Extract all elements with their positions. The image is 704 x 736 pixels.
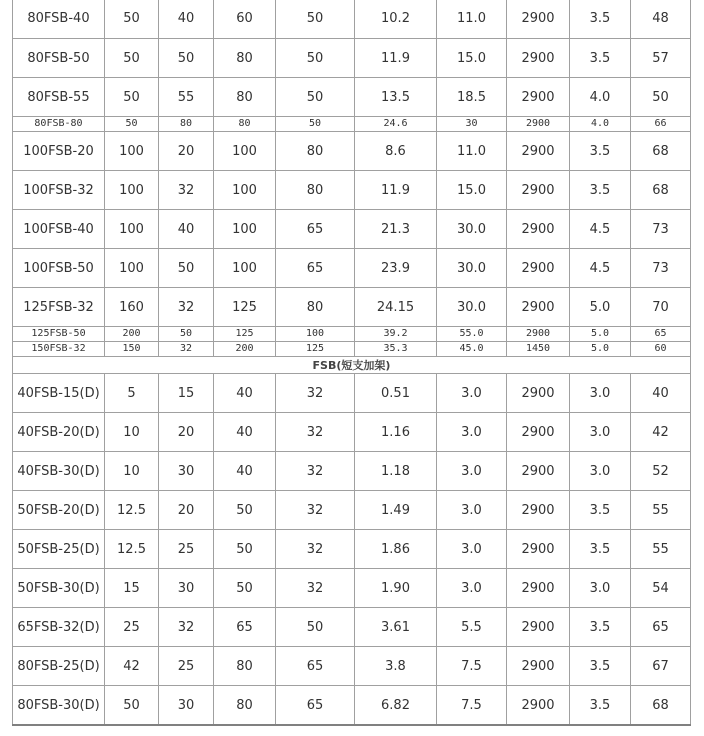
value-cell: 15.0 bbox=[437, 171, 507, 210]
table-row bbox=[13, 530, 691, 569]
value-cell: 21.3 bbox=[355, 210, 437, 249]
value-cell: 2900 bbox=[507, 132, 570, 171]
model-cell: 50FSB-20(D) bbox=[13, 491, 105, 530]
value-cell: 20 bbox=[159, 132, 214, 171]
value-cell: 3.5 bbox=[570, 39, 631, 78]
value-cell: 42 bbox=[631, 413, 691, 452]
value-cell: 65 bbox=[276, 249, 355, 288]
value-cell: 68 bbox=[631, 171, 691, 210]
value-cell: 65 bbox=[276, 686, 355, 726]
table-row bbox=[13, 491, 691, 530]
value-cell: 100 bbox=[214, 249, 276, 288]
table-row bbox=[13, 78, 691, 117]
value-cell: 3.5 bbox=[570, 647, 631, 686]
value-cell: 60 bbox=[214, 0, 276, 39]
model-cell: 80FSB-80 bbox=[13, 117, 105, 132]
table-row bbox=[13, 686, 691, 726]
table-row bbox=[13, 569, 691, 608]
value-cell: 50 bbox=[214, 569, 276, 608]
value-cell: 3.0 bbox=[437, 413, 507, 452]
value-cell: 50 bbox=[105, 78, 159, 117]
value-cell: 2900 bbox=[507, 491, 570, 530]
model-cell: 50FSB-25(D) bbox=[13, 530, 105, 569]
model-cell: 40FSB-20(D) bbox=[13, 413, 105, 452]
value-cell: 3.0 bbox=[570, 413, 631, 452]
value-cell: 25 bbox=[159, 647, 214, 686]
value-cell: 35.3 bbox=[355, 342, 437, 357]
table-row bbox=[13, 647, 691, 686]
value-cell: 160 bbox=[105, 288, 159, 327]
value-cell: 50 bbox=[105, 0, 159, 39]
value-cell: 55.0 bbox=[437, 327, 507, 342]
table-row bbox=[13, 608, 691, 647]
value-cell: 12.5 bbox=[105, 491, 159, 530]
value-cell: 66 bbox=[631, 117, 691, 132]
value-cell: 2900 bbox=[507, 452, 570, 491]
value-cell: 50 bbox=[105, 117, 159, 132]
value-cell: 2900 bbox=[507, 530, 570, 569]
model-cell: 100FSB-32 bbox=[13, 171, 105, 210]
value-cell: 73 bbox=[631, 210, 691, 249]
value-cell: 65 bbox=[276, 647, 355, 686]
table-row bbox=[13, 413, 691, 452]
value-cell: 32 bbox=[276, 452, 355, 491]
value-cell: 3.0 bbox=[570, 374, 631, 413]
value-cell: 7.5 bbox=[437, 686, 507, 726]
value-cell: 125 bbox=[214, 288, 276, 327]
model-cell: 100FSB-50 bbox=[13, 249, 105, 288]
value-cell: 24.6 bbox=[355, 117, 437, 132]
value-cell: 3.61 bbox=[355, 608, 437, 647]
table-row bbox=[13, 342, 691, 357]
value-cell: 2900 bbox=[507, 39, 570, 78]
section-title: FSB(短支加架) bbox=[13, 357, 691, 374]
value-cell: 50 bbox=[276, 0, 355, 39]
model-cell: 125FSB-32 bbox=[13, 288, 105, 327]
value-cell: 1.18 bbox=[355, 452, 437, 491]
value-cell: 32 bbox=[276, 569, 355, 608]
value-cell: 40 bbox=[214, 374, 276, 413]
value-cell: 80 bbox=[159, 117, 214, 132]
value-cell: 50 bbox=[105, 686, 159, 726]
table-row bbox=[13, 374, 691, 413]
value-cell: 80 bbox=[276, 132, 355, 171]
value-cell: 50 bbox=[276, 117, 355, 132]
value-cell: 68 bbox=[631, 686, 691, 726]
value-cell: 50 bbox=[159, 39, 214, 78]
value-cell: 3.5 bbox=[570, 0, 631, 39]
table-row bbox=[13, 288, 691, 327]
model-cell: 40FSB-30(D) bbox=[13, 452, 105, 491]
value-cell: 6.82 bbox=[355, 686, 437, 726]
value-cell: 32 bbox=[159, 342, 214, 357]
value-cell: 4.5 bbox=[570, 210, 631, 249]
value-cell: 100 bbox=[105, 132, 159, 171]
value-cell: 2900 bbox=[507, 210, 570, 249]
value-cell: 3.5 bbox=[570, 530, 631, 569]
value-cell: 32 bbox=[276, 413, 355, 452]
value-cell: 3.5 bbox=[570, 686, 631, 726]
value-cell: 2900 bbox=[507, 647, 570, 686]
value-cell: 52 bbox=[631, 452, 691, 491]
value-cell: 73 bbox=[631, 249, 691, 288]
value-cell: 5 bbox=[105, 374, 159, 413]
value-cell: 100 bbox=[105, 210, 159, 249]
value-cell: 8.6 bbox=[355, 132, 437, 171]
value-cell: 3.0 bbox=[437, 569, 507, 608]
value-cell: 11.9 bbox=[355, 39, 437, 78]
value-cell: 32 bbox=[159, 171, 214, 210]
value-cell: 5.0 bbox=[570, 327, 631, 342]
value-cell: 2900 bbox=[507, 288, 570, 327]
table-row bbox=[13, 0, 691, 39]
model-cell: 150FSB-32 bbox=[13, 342, 105, 357]
value-cell: 40 bbox=[631, 374, 691, 413]
model-cell: 80FSB-55 bbox=[13, 78, 105, 117]
value-cell: 20 bbox=[159, 491, 214, 530]
value-cell: 0.51 bbox=[355, 374, 437, 413]
value-cell: 50 bbox=[214, 530, 276, 569]
value-cell: 32 bbox=[276, 491, 355, 530]
table-row bbox=[13, 39, 691, 78]
value-cell: 1450 bbox=[507, 342, 570, 357]
value-cell: 80 bbox=[214, 647, 276, 686]
value-cell: 50 bbox=[105, 39, 159, 78]
value-cell: 125 bbox=[214, 327, 276, 342]
value-cell: 3.0 bbox=[437, 530, 507, 569]
value-cell: 2900 bbox=[507, 686, 570, 726]
value-cell: 5.0 bbox=[570, 342, 631, 357]
value-cell: 15 bbox=[105, 569, 159, 608]
value-cell: 5.0 bbox=[570, 288, 631, 327]
value-cell: 55 bbox=[631, 491, 691, 530]
value-cell: 1.90 bbox=[355, 569, 437, 608]
table-row bbox=[13, 210, 691, 249]
value-cell: 2900 bbox=[507, 249, 570, 288]
value-cell: 10 bbox=[105, 452, 159, 491]
value-cell: 40 bbox=[159, 0, 214, 39]
value-cell: 30 bbox=[159, 686, 214, 726]
value-cell: 3.8 bbox=[355, 647, 437, 686]
value-cell: 18.5 bbox=[437, 78, 507, 117]
value-cell: 65 bbox=[276, 210, 355, 249]
value-cell: 125 bbox=[276, 342, 355, 357]
value-cell: 24.15 bbox=[355, 288, 437, 327]
value-cell: 3.0 bbox=[570, 569, 631, 608]
value-cell: 4.5 bbox=[570, 249, 631, 288]
value-cell: 13.5 bbox=[355, 78, 437, 117]
value-cell: 150 bbox=[105, 342, 159, 357]
value-cell: 3.5 bbox=[570, 491, 631, 530]
model-cell: 80FSB-40 bbox=[13, 0, 105, 39]
value-cell: 80 bbox=[276, 288, 355, 327]
value-cell: 30 bbox=[437, 117, 507, 132]
value-cell: 100 bbox=[105, 171, 159, 210]
value-cell: 1.16 bbox=[355, 413, 437, 452]
value-cell: 65 bbox=[631, 327, 691, 342]
value-cell: 15 bbox=[159, 374, 214, 413]
value-cell: 15.0 bbox=[437, 39, 507, 78]
value-cell: 1.86 bbox=[355, 530, 437, 569]
value-cell: 50 bbox=[214, 491, 276, 530]
value-cell: 70 bbox=[631, 288, 691, 327]
table-row bbox=[13, 452, 691, 491]
value-cell: 40 bbox=[214, 413, 276, 452]
value-cell: 100 bbox=[214, 210, 276, 249]
value-cell: 2900 bbox=[507, 171, 570, 210]
model-cell: 40FSB-15(D) bbox=[13, 374, 105, 413]
table-row bbox=[13, 171, 691, 210]
value-cell: 2900 bbox=[507, 413, 570, 452]
value-cell: 80 bbox=[214, 686, 276, 726]
table-row bbox=[13, 249, 691, 288]
value-cell: 50 bbox=[631, 78, 691, 117]
value-cell: 2900 bbox=[507, 608, 570, 647]
value-cell: 60 bbox=[631, 342, 691, 357]
value-cell: 4.0 bbox=[570, 78, 631, 117]
value-cell: 11.0 bbox=[437, 132, 507, 171]
model-cell: 100FSB-40 bbox=[13, 210, 105, 249]
value-cell: 55 bbox=[631, 530, 691, 569]
value-cell: 40 bbox=[159, 210, 214, 249]
value-cell: 2900 bbox=[507, 374, 570, 413]
value-cell: 2900 bbox=[507, 569, 570, 608]
table-row bbox=[13, 132, 691, 171]
value-cell: 42 bbox=[105, 647, 159, 686]
value-cell: 32 bbox=[159, 608, 214, 647]
value-cell: 30 bbox=[159, 569, 214, 608]
value-cell: 30.0 bbox=[437, 249, 507, 288]
value-cell: 48 bbox=[631, 0, 691, 39]
value-cell: 55 bbox=[159, 78, 214, 117]
value-cell: 32 bbox=[159, 288, 214, 327]
value-cell: 3.5 bbox=[570, 171, 631, 210]
value-cell: 3.0 bbox=[570, 452, 631, 491]
model-cell: 100FSB-20 bbox=[13, 132, 105, 171]
value-cell: 67 bbox=[631, 647, 691, 686]
value-cell: 32 bbox=[276, 374, 355, 413]
value-cell: 100 bbox=[276, 327, 355, 342]
value-cell: 10.2 bbox=[355, 0, 437, 39]
value-cell: 57 bbox=[631, 39, 691, 78]
section-header-row bbox=[13, 357, 691, 374]
value-cell: 80 bbox=[214, 78, 276, 117]
model-cell: 80FSB-50 bbox=[13, 39, 105, 78]
value-cell: 25 bbox=[105, 608, 159, 647]
value-cell: 3.5 bbox=[570, 608, 631, 647]
table-row bbox=[13, 327, 691, 342]
value-cell: 25 bbox=[159, 530, 214, 569]
value-cell: 5.5 bbox=[437, 608, 507, 647]
value-cell: 3.0 bbox=[437, 491, 507, 530]
value-cell: 50 bbox=[159, 249, 214, 288]
value-cell: 50 bbox=[159, 327, 214, 342]
value-cell: 100 bbox=[214, 171, 276, 210]
value-cell: 7.5 bbox=[437, 647, 507, 686]
value-cell: 45.0 bbox=[437, 342, 507, 357]
value-cell: 2900 bbox=[507, 327, 570, 342]
value-cell: 3.5 bbox=[570, 132, 631, 171]
value-cell: 32 bbox=[276, 530, 355, 569]
value-cell: 68 bbox=[631, 132, 691, 171]
value-cell: 30 bbox=[159, 452, 214, 491]
value-cell: 80 bbox=[214, 117, 276, 132]
value-cell: 65 bbox=[631, 608, 691, 647]
value-cell: 2900 bbox=[507, 78, 570, 117]
value-cell: 100 bbox=[214, 132, 276, 171]
value-cell: 3.0 bbox=[437, 374, 507, 413]
value-cell: 11.0 bbox=[437, 0, 507, 39]
value-cell: 1.49 bbox=[355, 491, 437, 530]
value-cell: 11.9 bbox=[355, 171, 437, 210]
value-cell: 4.0 bbox=[570, 117, 631, 132]
table-row bbox=[13, 117, 691, 132]
value-cell: 30.0 bbox=[437, 288, 507, 327]
value-cell: 80 bbox=[276, 171, 355, 210]
value-cell: 20 bbox=[159, 413, 214, 452]
value-cell: 2900 bbox=[507, 0, 570, 39]
value-cell: 3.0 bbox=[437, 452, 507, 491]
value-cell: 50 bbox=[276, 39, 355, 78]
pump-spec-table bbox=[12, 0, 691, 726]
model-cell: 65FSB-32(D) bbox=[13, 608, 105, 647]
value-cell: 50 bbox=[276, 78, 355, 117]
value-cell: 65 bbox=[214, 608, 276, 647]
model-cell: 80FSB-25(D) bbox=[13, 647, 105, 686]
value-cell: 40 bbox=[214, 452, 276, 491]
value-cell: 54 bbox=[631, 569, 691, 608]
value-cell: 80 bbox=[214, 39, 276, 78]
value-cell: 23.9 bbox=[355, 249, 437, 288]
value-cell: 10 bbox=[105, 413, 159, 452]
model-cell: 125FSB-50 bbox=[13, 327, 105, 342]
model-cell: 50FSB-30(D) bbox=[13, 569, 105, 608]
value-cell: 50 bbox=[276, 608, 355, 647]
value-cell: 200 bbox=[214, 342, 276, 357]
table-body bbox=[13, 0, 691, 725]
value-cell: 200 bbox=[105, 327, 159, 342]
value-cell: 12.5 bbox=[105, 530, 159, 569]
value-cell: 39.2 bbox=[355, 327, 437, 342]
model-cell: 80FSB-30(D) bbox=[13, 686, 105, 726]
value-cell: 30.0 bbox=[437, 210, 507, 249]
value-cell: 2900 bbox=[507, 117, 570, 132]
value-cell: 100 bbox=[105, 249, 159, 288]
